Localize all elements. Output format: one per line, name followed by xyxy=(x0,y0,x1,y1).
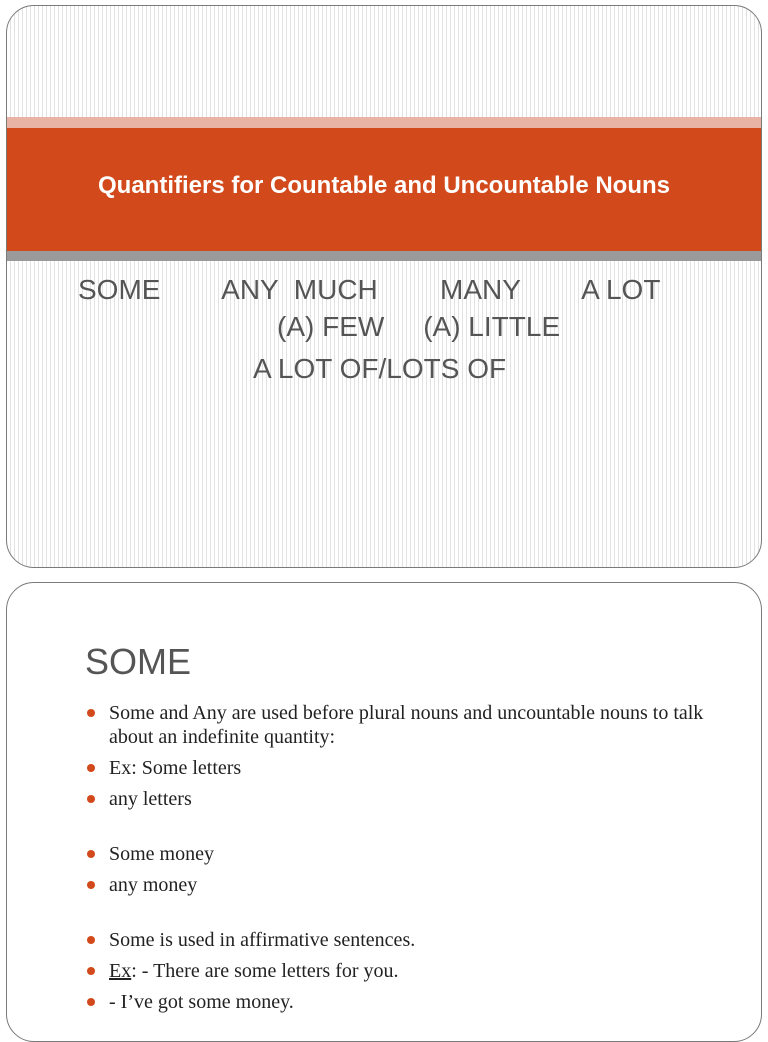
ex-underlined: Ex xyxy=(109,960,132,982)
bullet-dot-icon xyxy=(87,795,95,803)
list-item xyxy=(85,787,705,811)
bullet-text: Some is used in affirmative sentences. xyxy=(109,929,416,951)
list-item xyxy=(85,873,705,897)
list-item xyxy=(85,928,705,952)
bullet-text: : - There are some letters for you. xyxy=(131,960,399,982)
bullet-text: - I’ve got some money. xyxy=(109,991,294,1013)
bullet-dot-icon xyxy=(87,998,95,1006)
bullet-dot-icon xyxy=(87,764,95,772)
bullet-dot-icon xyxy=(87,850,95,858)
bullet-dot-icon xyxy=(87,709,95,717)
quantifier-line-3: A LOT OF/LOTS OF xyxy=(253,353,507,384)
title-band xyxy=(7,128,761,251)
bullet-list xyxy=(85,701,705,1021)
list-item xyxy=(85,959,705,983)
list-item xyxy=(85,701,705,749)
slide-2 xyxy=(6,582,762,1042)
bullet-dot-icon xyxy=(87,967,95,975)
quantifier-line-1: SOME ANY MUCH MANY A LOT xyxy=(78,274,661,305)
section-heading: SOME xyxy=(85,641,192,682)
title-band-accent-bottom xyxy=(7,251,761,261)
list-item xyxy=(85,842,705,866)
slide-title: Quantifiers for Countable and Uncountable Nouns xyxy=(97,171,670,199)
bullet-dot-icon xyxy=(87,936,95,944)
bullet-text: any money xyxy=(109,874,198,896)
bullet-text: Some and Any are used before plural nouns and uncountable nouns to talk about an indefinite quantity: xyxy=(109,702,704,748)
bullet-text: Ex: Some letters xyxy=(109,757,242,779)
list-item xyxy=(85,990,705,1014)
bullet-dot-icon xyxy=(87,881,95,889)
title-band-accent-top xyxy=(7,117,761,128)
bullet-text: any letters xyxy=(109,788,192,810)
quantifier-line-2: (A) FEW (A) LITTLE xyxy=(277,311,561,342)
slide-1 xyxy=(6,5,762,568)
bullet-text: Some money xyxy=(109,843,214,865)
list-item xyxy=(85,756,705,780)
